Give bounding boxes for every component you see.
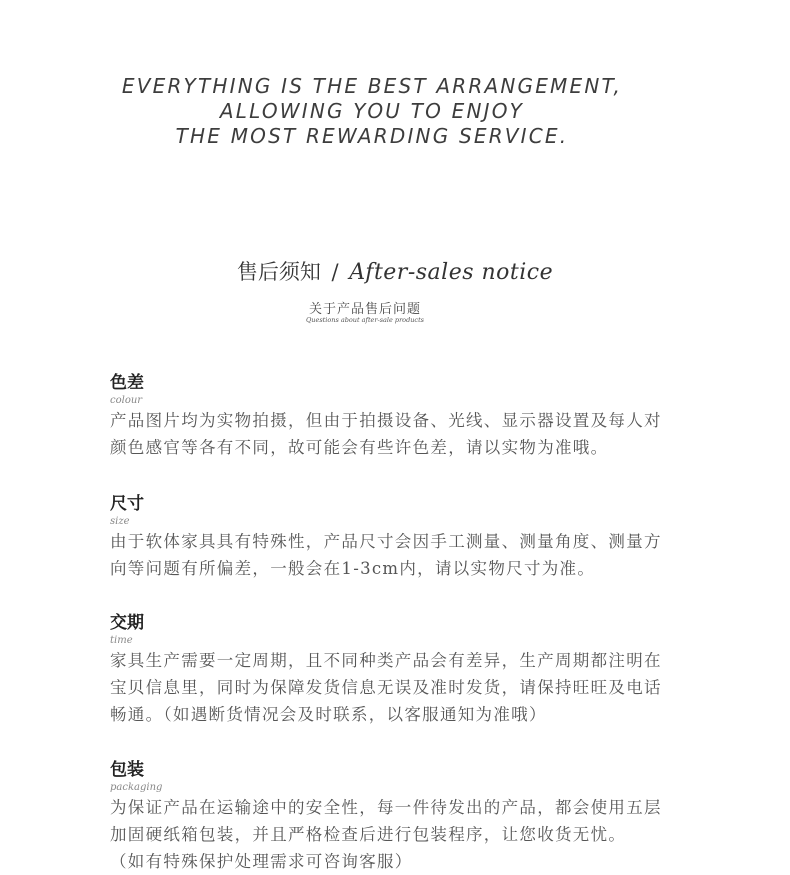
- section-line: 加固硬纸箱包装，并且严格检查后进行包装程序，让您收货无忧。: [110, 825, 627, 844]
- notice-subtitle-cn: 关于产品售后问题: [308, 302, 421, 317]
- section-body: [110, 794, 710, 875]
- slogan-line-1: EVERYTHING IS THE BEST ARRANGEMENT,: [121, 74, 623, 98]
- section-title: 色差: [110, 373, 144, 393]
- section-line: 颜色感官等各有不同，故可能会有些许色差，请以实物为准哦。: [110, 438, 609, 457]
- section-body: [110, 528, 710, 582]
- section-colour: [110, 372, 710, 461]
- section-body: [110, 647, 710, 728]
- section-line: （如有特殊保护处理需求可咨询客服）: [110, 852, 413, 871]
- section-line: 产品图片均为实物拍摄，但由于拍摄设备、光线、显示器设置及每人对: [110, 411, 662, 430]
- slogan-line-2: ALLOWING YOU TO ENJOY: [219, 99, 525, 123]
- section-line: 为保证产品在运输途中的安全性，每一件待发出的产品，都会使用五层: [110, 798, 662, 817]
- section-title: 尺寸: [110, 494, 144, 514]
- section-packaging: [110, 759, 710, 875]
- notice-title-separator: /: [331, 260, 339, 284]
- section-line: 由于软体家具具有特殊性，产品尺寸会因手工测量、测量角度、测量方: [110, 532, 662, 551]
- notice-title-cn: 售后须知: [236, 260, 321, 284]
- notice-subtitle-en: Questions about after-sale products: [305, 316, 425, 324]
- notice-title-en: After-sales notice: [349, 260, 554, 285]
- notice-title: [0, 256, 790, 286]
- section-subtitle: time: [110, 635, 133, 646]
- section-line: 宝贝信息里，同时为保障发货信息无误及准时发货，请保持旺旺及电话: [110, 678, 662, 697]
- section-size: [110, 493, 710, 582]
- section-line: 家具生产需要一定周期，且不同种类产品会有差异，生产周期都注明在: [110, 651, 662, 670]
- section-body: [110, 407, 710, 461]
- slogan: [0, 74, 744, 149]
- section-line: 向等问题有所偏差，一般会在1-3cm内，请以实物尺寸为准。: [110, 559, 596, 578]
- section-title: 交期: [110, 613, 144, 633]
- slogan-line-3: THE MOST REWARDING SERVICE.: [175, 124, 569, 148]
- section-time: [110, 612, 710, 728]
- section-line: 畅通。（如遇断货情况会及时联系，以客服通知为准哦）: [110, 705, 547, 724]
- section-subtitle: colour: [110, 395, 143, 406]
- section-subtitle: packaging: [110, 782, 163, 793]
- section-subtitle: size: [110, 516, 130, 527]
- section-title: 包装: [110, 760, 144, 780]
